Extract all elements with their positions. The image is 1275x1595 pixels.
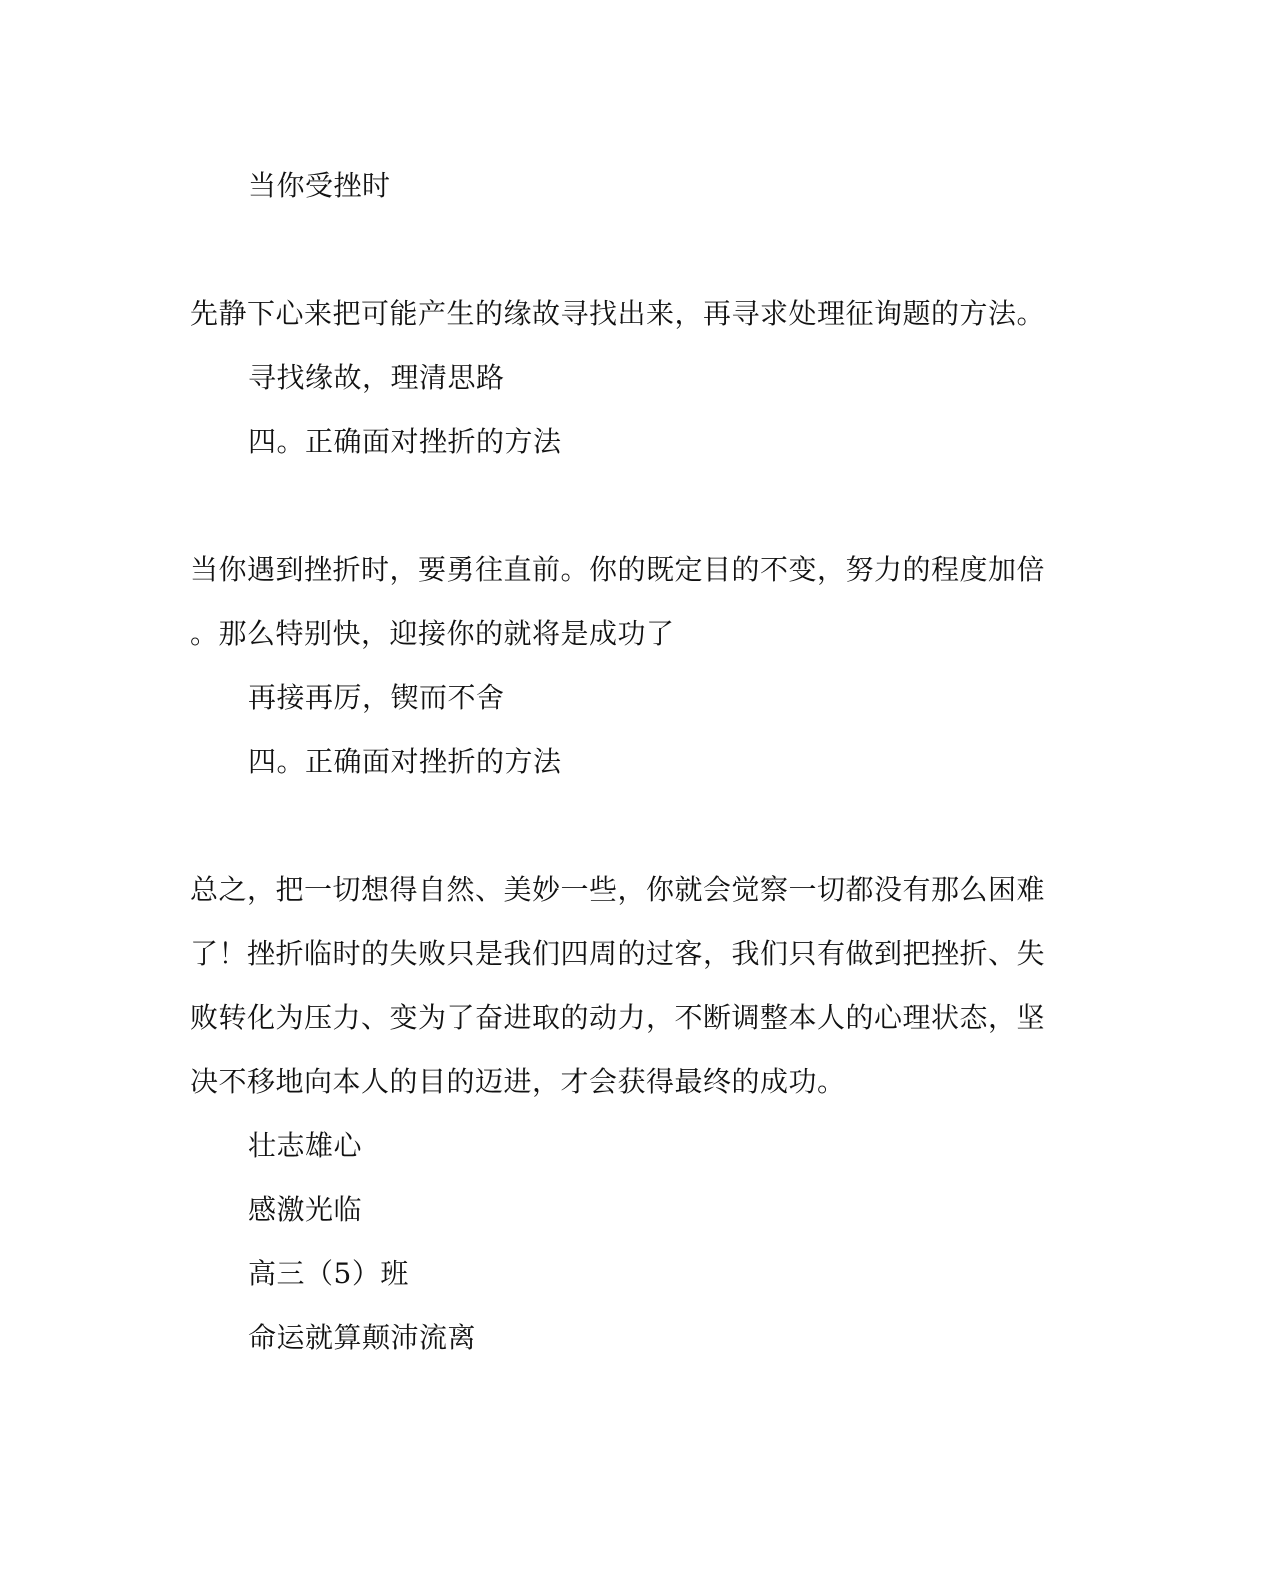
paragraph-line: 败转化为压力、变为了奋进取的动力，不断调整本人的心理状态，坚 [190,1001,1046,1034]
closing-line: 命运就算颠沛流离 [248,1321,477,1354]
motto-line: 壮志雄心 [248,1129,363,1162]
paragraph-line: 当你遇到挫折时，要勇往直前。你的既定目的不变，努力的程度加倍 [190,553,1046,586]
section-heading-methods: 四。正确面对挫折的方法 [248,425,562,458]
thanks-line: 感激光临 [248,1193,363,1226]
section-heading-methods: 四。正确面对挫折的方法 [248,745,562,778]
paragraph-line: 了！挫折临时的失败只是我们四周的过客，我们只有做到把挫折、失 [190,937,1046,970]
heading-when-frustrated: 当你受挫时 [248,169,391,202]
paragraph-line: 总之，把一切想得自然、美妙一些，你就会觉察一切都没有那么困难 [190,873,1046,906]
subheading-persevere: 再接再厉，锲而不舍 [248,681,505,714]
subheading-find-reasons: 寻找缘故，理清思路 [248,361,505,394]
paragraph-line: 先静下心来把可能产生的缘故寻找出来，再寻求处理征询题的方法。 [190,297,1046,330]
class-name-line: 高三（5）班 [248,1257,409,1290]
paragraph-line: 。那么特别快，迎接你的就将是成功了 [190,617,675,650]
paragraph-line: 决不移地向本人的目的迈进，才会获得最终的成功。 [190,1065,846,1098]
